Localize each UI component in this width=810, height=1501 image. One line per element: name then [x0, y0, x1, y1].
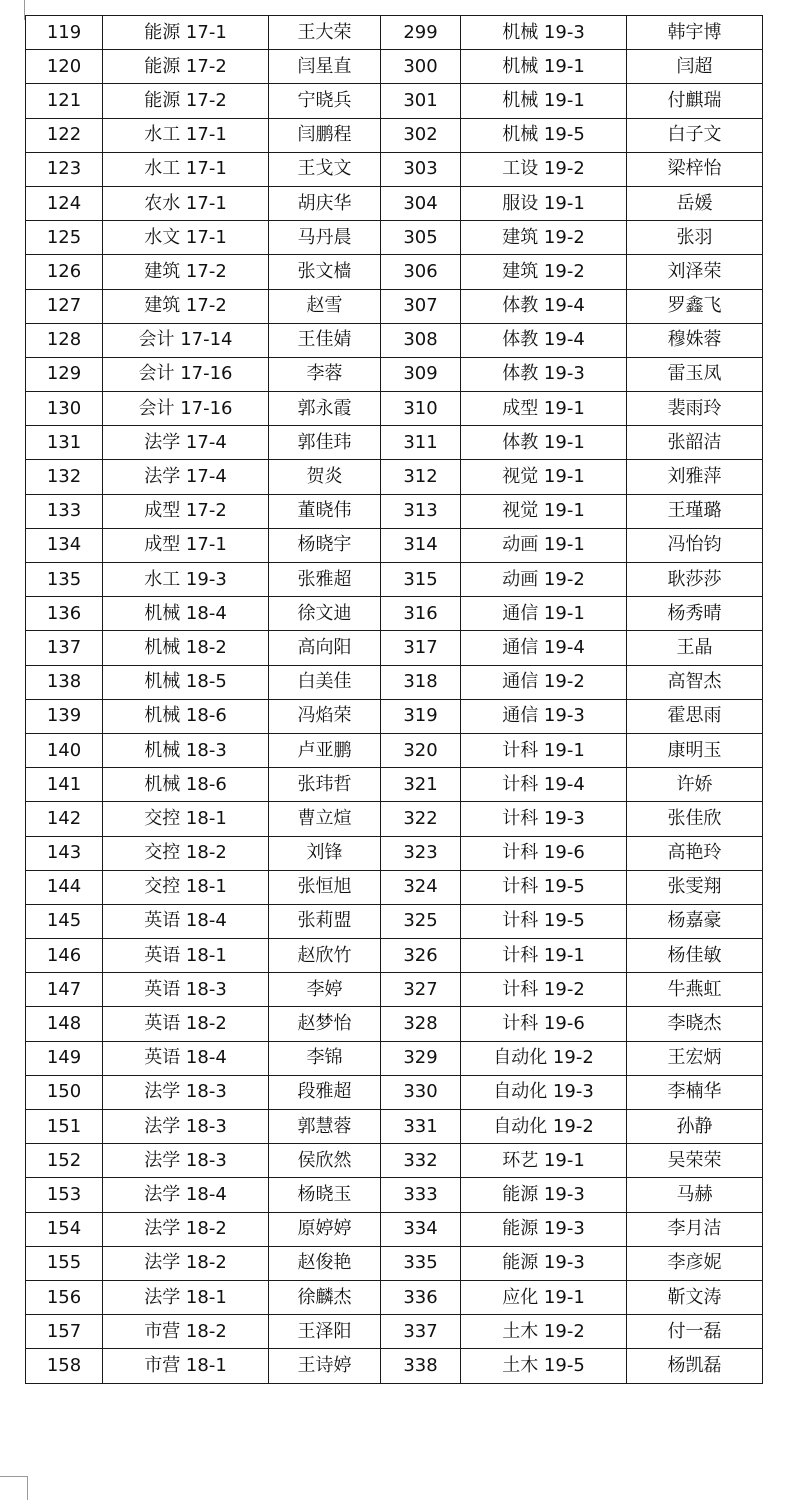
right-class-cell: 计科 19-4	[461, 768, 627, 802]
left-index-cell: 125	[26, 221, 103, 255]
right-name-cell: 梁梓怡	[627, 152, 763, 186]
right-class-cell: 机械 19-5	[461, 118, 627, 152]
right-class-cell: 工设 19-2	[461, 152, 627, 186]
left-index-cell: 124	[26, 186, 103, 220]
table-row	[26, 16, 763, 50]
left-index-cell: 147	[26, 973, 103, 1007]
table-row	[26, 323, 763, 357]
left-class-cell: 能源 17-1	[103, 16, 269, 50]
left-name-cell: 闫鹏程	[269, 118, 381, 152]
left-class-cell: 建筑 17-2	[103, 289, 269, 323]
left-class-cell: 成型 17-2	[103, 494, 269, 528]
right-name-cell: 刘雅萍	[627, 460, 763, 494]
left-class-cell: 会计 17-14	[103, 323, 269, 357]
right-class-cell: 计科 19-6	[461, 836, 627, 870]
left-class-cell: 英语 18-4	[103, 904, 269, 938]
left-name-cell: 张雅超	[269, 563, 381, 597]
table-row	[26, 768, 763, 802]
right-index-cell: 326	[381, 939, 461, 973]
table-row	[26, 118, 763, 152]
left-class-cell: 机械 18-6	[103, 699, 269, 733]
right-index-cell: 306	[381, 255, 461, 289]
right-class-cell: 体教 19-1	[461, 426, 627, 460]
right-class-cell: 机械 19-3	[461, 16, 627, 50]
left-index-cell: 130	[26, 392, 103, 426]
right-class-cell: 通信 19-2	[461, 665, 627, 699]
left-class-cell: 水文 17-1	[103, 221, 269, 255]
left-name-cell: 冯焰荣	[269, 699, 381, 733]
left-class-cell: 法学 18-1	[103, 1280, 269, 1314]
left-name-cell: 张莉盟	[269, 904, 381, 938]
left-index-cell: 129	[26, 357, 103, 391]
left-index-cell: 139	[26, 699, 103, 733]
right-name-cell: 杨秀晴	[627, 597, 763, 631]
table-row	[26, 939, 763, 973]
right-class-cell: 土木 19-2	[461, 1315, 627, 1349]
right-name-cell: 杨嘉豪	[627, 904, 763, 938]
left-class-cell: 英语 18-3	[103, 973, 269, 1007]
right-index-cell: 320	[381, 733, 461, 767]
left-index-cell: 149	[26, 1041, 103, 1075]
left-name-cell: 赵雪	[269, 289, 381, 323]
table-row	[26, 904, 763, 938]
left-class-cell: 英语 18-2	[103, 1007, 269, 1041]
left-class-cell: 市营 18-2	[103, 1315, 269, 1349]
right-index-cell: 304	[381, 186, 461, 220]
right-class-cell: 机械 19-1	[461, 84, 627, 118]
left-name-cell: 李锦	[269, 1041, 381, 1075]
left-name-cell: 张玮哲	[269, 768, 381, 802]
left-index-cell: 155	[26, 1246, 103, 1280]
right-name-cell: 李晓杰	[627, 1007, 763, 1041]
right-name-cell: 张佳欣	[627, 802, 763, 836]
left-name-cell: 段雅超	[269, 1075, 381, 1109]
right-name-cell: 牛燕虹	[627, 973, 763, 1007]
left-name-cell: 高向阳	[269, 631, 381, 665]
left-name-cell: 胡庆华	[269, 186, 381, 220]
table-row	[26, 665, 763, 699]
left-class-cell: 农水 17-1	[103, 186, 269, 220]
right-index-cell: 335	[381, 1246, 461, 1280]
left-name-cell: 杨晓玉	[269, 1178, 381, 1212]
right-class-cell: 应化 19-1	[461, 1280, 627, 1314]
right-index-cell: 301	[381, 84, 461, 118]
left-index-cell: 157	[26, 1315, 103, 1349]
left-name-cell: 卢亚鹏	[269, 733, 381, 767]
right-name-cell: 冯怡钧	[627, 528, 763, 562]
left-index-cell: 151	[26, 1110, 103, 1144]
left-name-cell: 徐麟杰	[269, 1280, 381, 1314]
table-row	[26, 733, 763, 767]
table-row	[26, 255, 763, 289]
left-index-cell: 148	[26, 1007, 103, 1041]
left-index-cell: 131	[26, 426, 103, 460]
right-name-cell: 张雯翔	[627, 870, 763, 904]
right-name-cell: 闫超	[627, 50, 763, 84]
right-name-cell: 霍思雨	[627, 699, 763, 733]
left-name-cell: 王大荣	[269, 16, 381, 50]
table-row	[26, 1007, 763, 1041]
left-index-cell: 134	[26, 528, 103, 562]
right-class-cell: 计科 19-1	[461, 733, 627, 767]
left-index-cell: 153	[26, 1178, 103, 1212]
right-name-cell: 韩宇博	[627, 16, 763, 50]
left-name-cell: 王泽阳	[269, 1315, 381, 1349]
right-class-cell: 计科 19-6	[461, 1007, 627, 1041]
table-row	[26, 221, 763, 255]
right-index-cell: 336	[381, 1280, 461, 1314]
right-name-cell: 王瑾璐	[627, 494, 763, 528]
right-index-cell: 331	[381, 1110, 461, 1144]
left-index-cell: 137	[26, 631, 103, 665]
right-class-cell: 土木 19-5	[461, 1349, 627, 1383]
right-index-cell: 327	[381, 973, 461, 1007]
right-index-cell: 332	[381, 1144, 461, 1178]
left-index-cell: 119	[26, 16, 103, 50]
left-index-cell: 154	[26, 1212, 103, 1246]
right-name-cell: 李楠华	[627, 1075, 763, 1109]
table-row	[26, 836, 763, 870]
right-class-cell: 建筑 19-2	[461, 255, 627, 289]
left-index-cell: 138	[26, 665, 103, 699]
right-index-cell: 338	[381, 1349, 461, 1383]
right-class-cell: 计科 19-5	[461, 870, 627, 904]
right-class-cell: 自动化 19-3	[461, 1075, 627, 1109]
roster-table-body	[26, 16, 763, 1384]
right-class-cell: 通信 19-4	[461, 631, 627, 665]
left-index-cell: 152	[26, 1144, 103, 1178]
right-index-cell: 312	[381, 460, 461, 494]
page-corner-mark-top	[0, 0, 25, 20]
left-index-cell: 122	[26, 118, 103, 152]
right-class-cell: 服设 19-1	[461, 186, 627, 220]
page-corner-mark-bottom-vertical	[27, 1476, 28, 1500]
right-class-cell: 通信 19-1	[461, 597, 627, 631]
table-row	[26, 1246, 763, 1280]
left-index-cell: 121	[26, 84, 103, 118]
left-index-cell: 146	[26, 939, 103, 973]
right-class-cell: 计科 19-5	[461, 904, 627, 938]
right-index-cell: 325	[381, 904, 461, 938]
left-index-cell: 143	[26, 836, 103, 870]
right-index-cell: 300	[381, 50, 461, 84]
left-class-cell: 市营 18-1	[103, 1349, 269, 1383]
left-name-cell: 郭慧蓉	[269, 1110, 381, 1144]
right-index-cell: 299	[381, 16, 461, 50]
roster-table	[25, 15, 763, 1384]
right-index-cell: 324	[381, 870, 461, 904]
right-index-cell: 321	[381, 768, 461, 802]
left-class-cell: 法学 17-4	[103, 460, 269, 494]
right-name-cell: 杨凯磊	[627, 1349, 763, 1383]
left-name-cell: 郭佳玮	[269, 426, 381, 460]
right-class-cell: 动画 19-2	[461, 563, 627, 597]
right-class-cell: 能源 19-3	[461, 1178, 627, 1212]
right-name-cell: 李彦妮	[627, 1246, 763, 1280]
table-row	[26, 1144, 763, 1178]
right-name-cell: 白子文	[627, 118, 763, 152]
left-index-cell: 144	[26, 870, 103, 904]
right-index-cell: 314	[381, 528, 461, 562]
right-index-cell: 319	[381, 699, 461, 733]
table-row	[26, 50, 763, 84]
right-name-cell: 孙静	[627, 1110, 763, 1144]
left-index-cell: 141	[26, 768, 103, 802]
table-row	[26, 528, 763, 562]
right-index-cell: 303	[381, 152, 461, 186]
left-index-cell: 142	[26, 802, 103, 836]
left-class-cell: 英语 18-4	[103, 1041, 269, 1075]
table-row	[26, 357, 763, 391]
left-name-cell: 张文樯	[269, 255, 381, 289]
right-name-cell: 康明玉	[627, 733, 763, 767]
left-class-cell: 法学 18-3	[103, 1144, 269, 1178]
left-index-cell: 158	[26, 1349, 103, 1383]
right-index-cell: 334	[381, 1212, 461, 1246]
right-class-cell: 视觉 19-1	[461, 494, 627, 528]
right-class-cell: 建筑 19-2	[461, 221, 627, 255]
right-class-cell: 自动化 19-2	[461, 1041, 627, 1075]
left-index-cell: 123	[26, 152, 103, 186]
left-name-cell: 王佳婧	[269, 323, 381, 357]
left-name-cell: 原婷婷	[269, 1212, 381, 1246]
right-index-cell: 318	[381, 665, 461, 699]
left-class-cell: 水工 17-1	[103, 152, 269, 186]
right-name-cell: 吴荣荣	[627, 1144, 763, 1178]
left-index-cell: 128	[26, 323, 103, 357]
right-class-cell: 计科 19-2	[461, 973, 627, 1007]
left-class-cell: 法学 18-3	[103, 1075, 269, 1109]
right-name-cell: 雷玉凤	[627, 357, 763, 391]
left-name-cell: 李婷	[269, 973, 381, 1007]
left-name-cell: 王诗婷	[269, 1349, 381, 1383]
left-class-cell: 能源 17-2	[103, 50, 269, 84]
left-name-cell: 宁晓兵	[269, 84, 381, 118]
right-name-cell: 张韶洁	[627, 426, 763, 460]
right-class-cell: 计科 19-1	[461, 939, 627, 973]
left-class-cell: 法学 17-4	[103, 426, 269, 460]
right-name-cell: 耿莎莎	[627, 563, 763, 597]
right-index-cell: 315	[381, 563, 461, 597]
right-index-cell: 337	[381, 1315, 461, 1349]
right-class-cell: 自动化 19-2	[461, 1110, 627, 1144]
table-row	[26, 1110, 763, 1144]
right-class-cell: 体教 19-3	[461, 357, 627, 391]
table-row	[26, 802, 763, 836]
right-name-cell: 王宏炳	[627, 1041, 763, 1075]
left-name-cell: 赵俊艳	[269, 1246, 381, 1280]
right-class-cell: 计科 19-3	[461, 802, 627, 836]
right-index-cell: 323	[381, 836, 461, 870]
left-name-cell: 侯欣然	[269, 1144, 381, 1178]
right-index-cell: 307	[381, 289, 461, 323]
left-index-cell: 120	[26, 50, 103, 84]
right-index-cell: 308	[381, 323, 461, 357]
left-index-cell: 145	[26, 904, 103, 938]
left-class-cell: 成型 17-1	[103, 528, 269, 562]
left-class-cell: 机械 18-4	[103, 597, 269, 631]
table-row	[26, 1041, 763, 1075]
right-index-cell: 309	[381, 357, 461, 391]
left-name-cell: 李蓉	[269, 357, 381, 391]
left-class-cell: 建筑 17-2	[103, 255, 269, 289]
table-row	[26, 426, 763, 460]
left-name-cell: 贺炎	[269, 460, 381, 494]
right-index-cell: 329	[381, 1041, 461, 1075]
right-class-cell: 体教 19-4	[461, 289, 627, 323]
table-row	[26, 392, 763, 426]
table-row	[26, 1349, 763, 1383]
table-row	[26, 186, 763, 220]
left-index-cell: 140	[26, 733, 103, 767]
left-class-cell: 机械 18-6	[103, 768, 269, 802]
left-class-cell: 法学 18-2	[103, 1246, 269, 1280]
right-class-cell: 机械 19-1	[461, 50, 627, 84]
right-name-cell: 穆姝蓉	[627, 323, 763, 357]
table-row	[26, 1178, 763, 1212]
right-name-cell: 付麒瑞	[627, 84, 763, 118]
right-index-cell: 311	[381, 426, 461, 460]
left-name-cell: 郭永霞	[269, 392, 381, 426]
right-class-cell: 动画 19-1	[461, 528, 627, 562]
left-class-cell: 法学 18-4	[103, 1178, 269, 1212]
right-name-cell: 张羽	[627, 221, 763, 255]
table-row	[26, 631, 763, 665]
table-row	[26, 1075, 763, 1109]
right-class-cell: 能源 19-3	[461, 1246, 627, 1280]
left-class-cell: 机械 18-5	[103, 665, 269, 699]
left-class-cell: 英语 18-1	[103, 939, 269, 973]
table-row	[26, 1280, 763, 1314]
left-class-cell: 机械 18-2	[103, 631, 269, 665]
right-name-cell: 刘泽荣	[627, 255, 763, 289]
right-name-cell: 马赫	[627, 1178, 763, 1212]
right-index-cell: 313	[381, 494, 461, 528]
left-index-cell: 135	[26, 563, 103, 597]
right-name-cell: 李月洁	[627, 1212, 763, 1246]
left-name-cell: 马丹晨	[269, 221, 381, 255]
table-row	[26, 870, 763, 904]
right-name-cell: 许娇	[627, 768, 763, 802]
table-row	[26, 699, 763, 733]
table-row	[26, 460, 763, 494]
left-name-cell: 王戈文	[269, 152, 381, 186]
left-name-cell: 赵欣竹	[269, 939, 381, 973]
left-name-cell: 赵梦怡	[269, 1007, 381, 1041]
left-class-cell: 能源 17-2	[103, 84, 269, 118]
table-row	[26, 152, 763, 186]
right-index-cell: 322	[381, 802, 461, 836]
table-row	[26, 563, 763, 597]
right-index-cell: 328	[381, 1007, 461, 1041]
table-row	[26, 289, 763, 323]
left-class-cell: 会计 17-16	[103, 392, 269, 426]
left-class-cell: 法学 18-2	[103, 1212, 269, 1246]
left-class-cell: 水工 17-1	[103, 118, 269, 152]
left-index-cell: 150	[26, 1075, 103, 1109]
right-class-cell: 环艺 19-1	[461, 1144, 627, 1178]
left-index-cell: 126	[26, 255, 103, 289]
left-name-cell: 白美佳	[269, 665, 381, 699]
right-class-cell: 成型 19-1	[461, 392, 627, 426]
right-index-cell: 310	[381, 392, 461, 426]
left-class-cell: 会计 17-16	[103, 357, 269, 391]
table-row	[26, 84, 763, 118]
left-name-cell: 曹立煊	[269, 802, 381, 836]
right-index-cell: 333	[381, 1178, 461, 1212]
left-index-cell: 156	[26, 1280, 103, 1314]
right-name-cell: 付一磊	[627, 1315, 763, 1349]
table-row	[26, 1315, 763, 1349]
table-row	[26, 1212, 763, 1246]
right-name-cell: 高智杰	[627, 665, 763, 699]
right-name-cell: 杨佳敏	[627, 939, 763, 973]
left-class-cell: 法学 18-3	[103, 1110, 269, 1144]
right-class-cell: 通信 19-3	[461, 699, 627, 733]
left-index-cell: 136	[26, 597, 103, 631]
left-class-cell: 机械 18-3	[103, 733, 269, 767]
right-index-cell: 330	[381, 1075, 461, 1109]
left-class-cell: 水工 19-3	[103, 563, 269, 597]
left-name-cell: 张恒旭	[269, 870, 381, 904]
right-name-cell: 岳媛	[627, 186, 763, 220]
right-name-cell: 罗鑫飞	[627, 289, 763, 323]
right-index-cell: 317	[381, 631, 461, 665]
right-name-cell: 高艳玲	[627, 836, 763, 870]
right-name-cell: 裴雨玲	[627, 392, 763, 426]
right-index-cell: 305	[381, 221, 461, 255]
left-class-cell: 交控 18-2	[103, 836, 269, 870]
table-row	[26, 973, 763, 1007]
left-index-cell: 133	[26, 494, 103, 528]
right-class-cell: 体教 19-4	[461, 323, 627, 357]
right-class-cell: 能源 19-3	[461, 1212, 627, 1246]
right-class-cell: 视觉 19-1	[461, 460, 627, 494]
left-name-cell: 徐文迪	[269, 597, 381, 631]
left-name-cell: 闫星直	[269, 50, 381, 84]
right-index-cell: 316	[381, 597, 461, 631]
right-name-cell: 靳文涛	[627, 1280, 763, 1314]
left-name-cell: 刘锋	[269, 836, 381, 870]
left-class-cell: 交控 18-1	[103, 802, 269, 836]
left-index-cell: 132	[26, 460, 103, 494]
table-row	[26, 494, 763, 528]
page-corner-mark-bottom	[0, 1476, 28, 1501]
left-name-cell: 杨晓宇	[269, 528, 381, 562]
table-row	[26, 597, 763, 631]
left-class-cell: 交控 18-1	[103, 870, 269, 904]
left-index-cell: 127	[26, 289, 103, 323]
left-name-cell: 董晓伟	[269, 494, 381, 528]
right-name-cell: 王晶	[627, 631, 763, 665]
right-index-cell: 302	[381, 118, 461, 152]
